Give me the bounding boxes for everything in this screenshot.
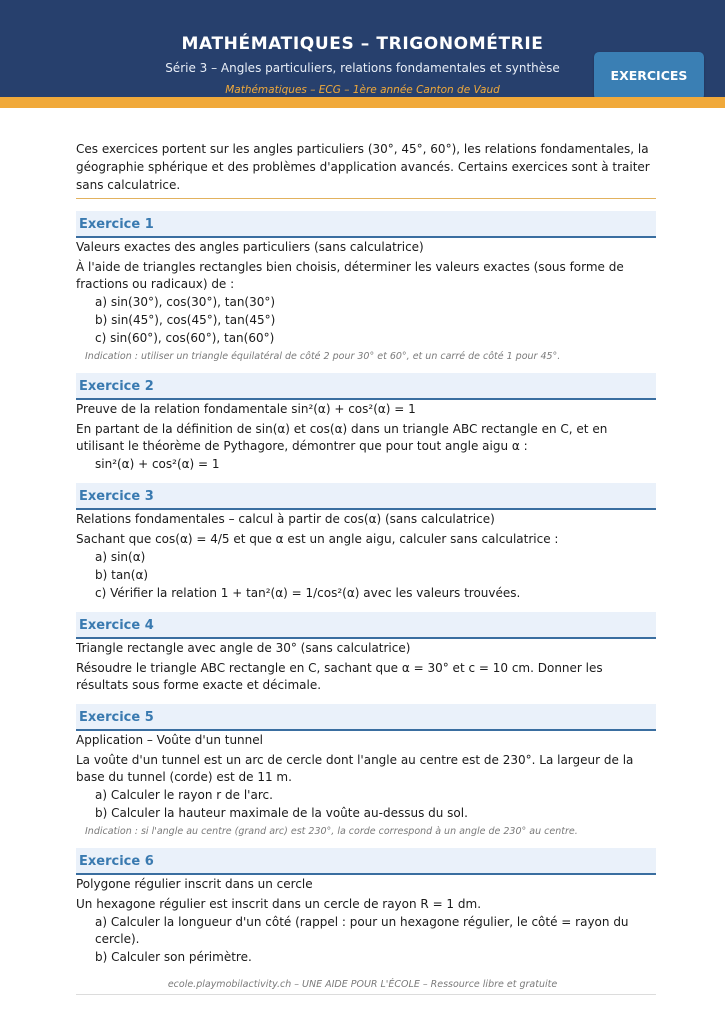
exercise-subtitle: Triangle rectangle avec angle de 30° (sans calculatrice) xyxy=(76,641,411,655)
exercise-item: a) sin(α) xyxy=(95,550,146,564)
exercise-item: c) sin(60°), cos(60°), tan(60°) xyxy=(95,331,275,345)
course-label: Mathématiques – ECG – 1ère année Canton de Vaud xyxy=(225,84,500,96)
exercise-subtitle: Preuve de la relation fondamentale sin²(α) + cos²(α) = 1 xyxy=(76,402,416,416)
exercise-subtitle: Polygone régulier inscrit dans un cercle xyxy=(76,877,313,891)
exercise-statement: Sachant que cos(α) = 4/5 et que α est un angle aigu, calculer sans calculatrice : xyxy=(76,532,559,546)
page-header xyxy=(0,0,725,97)
exercise-heading: Exercice 1 xyxy=(76,211,656,238)
exercise-heading: Exercice 4 xyxy=(76,612,656,639)
exercise-heading: Exercice 5 xyxy=(76,704,656,731)
intro-divider xyxy=(76,198,656,199)
exercise-5 xyxy=(76,704,656,838)
exercise-formula: sin²(α) + cos²(α) = 1 xyxy=(95,457,220,471)
exercise-6 xyxy=(76,848,656,966)
exercise-statement: Résoudre le triangle ABC rectangle en C, sachant que α = 30° et c = 10 cm. Donner les résultats sous forme exacte et décimale. xyxy=(76,661,603,692)
exercise-4 xyxy=(76,612,656,694)
exercise-item: b) Calculer son périmètre. xyxy=(95,950,252,964)
exercise-item: a) sin(30°), cos(30°), tan(30°) xyxy=(95,295,276,309)
exercise-item: b) tan(α) xyxy=(95,568,149,582)
exercises-badge: EXERCICES xyxy=(594,52,704,100)
document-subtitle: Série 3 – Angles particuliers, relations fondamentales et synthèse xyxy=(165,61,560,75)
exercise-statement: La voûte d'un tunnel est un arc de cercle dont l'angle au centre est de 230°. La largeur de la base du tunnel (corde) est de 11 m. xyxy=(76,753,634,784)
exercise-subtitle: Relations fondamentales – calcul à partir de cos(α) (sans calculatrice) xyxy=(76,512,495,526)
exercise-heading: Exercice 2 xyxy=(76,373,656,400)
exercise-item: b) Calculer la hauteur maximale de la voûte au-dessus du sol. xyxy=(95,806,468,820)
exercise-statement: Un hexagone régulier est inscrit dans un cercle de rayon R = 1 dm. xyxy=(76,897,482,911)
exercise-2 xyxy=(76,373,656,473)
exercise-statement: En partant de la définition de sin(α) et cos(α) dans un triangle ABC rectangle en C, et en utilisant le théorème de Pythagore, démontrer que pour tout angle aigu α : xyxy=(76,422,608,453)
exercise-subtitle: Valeurs exactes des angles particuliers (sans calculatrice) xyxy=(76,240,424,254)
page-footer: ecole.playmobilactivity.ch – UNE AIDE POUR L'ÉCOLE – Ressource libre et gratuite xyxy=(167,979,558,990)
exercise-item: c) Vérifier la relation 1 + tan²(α) = 1/cos²(α) avec les valeurs trouvées. xyxy=(95,586,521,600)
exercise-heading: Exercice 3 xyxy=(76,483,656,510)
exercise-heading: Exercice 6 xyxy=(76,848,656,875)
exercise-1 xyxy=(76,211,656,363)
exercise-3 xyxy=(76,483,656,602)
footer-divider xyxy=(76,994,656,995)
exercise-subtitle: Application – Voûte d'un tunnel xyxy=(76,733,263,747)
intro-paragraph: Ces exercices portent sur les angles particuliers (30°, 45°, 60°), les relations fondamentales, la géographie sphérique et des problèmes d'application avancés. Certains exercices sont à traiter sans calculatrice. xyxy=(76,142,650,192)
exercise-hint: Indication : utiliser un triangle équilatéral de côté 2 pour 30° et 60°, et un carré de côté 1 pour 45°. xyxy=(85,351,561,362)
exercise-hint: Indication : si l'angle au centre (grand arc) est 230°, la corde correspond à un angle de 230° au centre. xyxy=(85,826,578,837)
exercise-item: b) sin(45°), cos(45°), tan(45°) xyxy=(95,313,276,327)
document-title: MATHÉMATIQUES – TRIGONOMÉTRIE xyxy=(181,34,544,54)
header-accent-stripe xyxy=(0,97,725,108)
exercise-item: a) Calculer le rayon r de l'arc. xyxy=(95,788,273,802)
exercise-item: a) Calculer la longueur d'un côté (rappel : pour un hexagone régulier, le côté = rayon du cercle). xyxy=(95,915,629,946)
exercise-statement: À l'aide de triangles rectangles bien choisis, déterminer les valeurs exactes (sous forme de fractions ou radicaux) de : xyxy=(76,260,624,291)
main-content xyxy=(76,140,656,976)
